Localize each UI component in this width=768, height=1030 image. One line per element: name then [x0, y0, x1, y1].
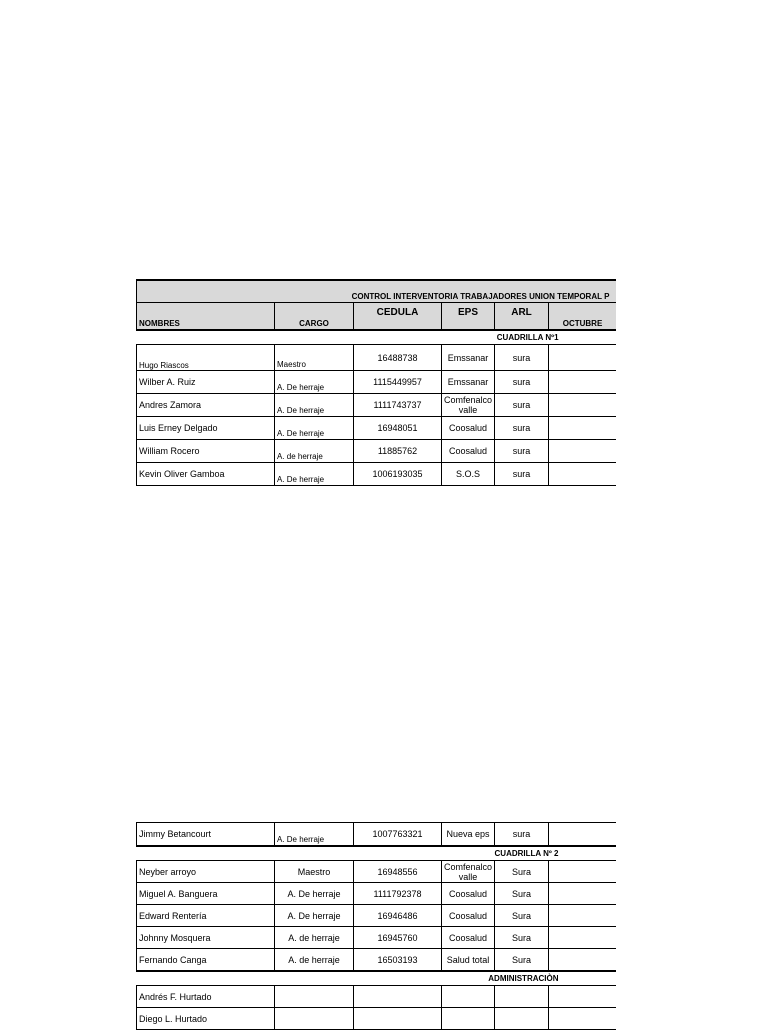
cell-nombre: William Rocero — [137, 440, 275, 463]
cell-nombre: Edward Rentería — [137, 905, 275, 927]
table-row — [137, 927, 617, 949]
cell-cedula: 1111792378 — [354, 883, 442, 905]
table-row — [137, 861, 617, 883]
cell-cargo: Maestro — [275, 345, 354, 371]
cell-octubre — [549, 823, 617, 847]
cell-arl — [495, 1008, 549, 1030]
cell-eps: Emssanar — [442, 371, 495, 394]
group-label: CUADRILLA Nº 2 — [137, 846, 617, 861]
table-row — [137, 1008, 617, 1030]
cell-nombre: Kevin Oliver Gamboa — [137, 463, 275, 486]
cell-nombre: Fernando Canga — [137, 949, 275, 972]
cell-cedula: 16948051 — [354, 417, 442, 440]
cell-cargo: A. De herraje — [275, 463, 354, 486]
cell-cedula: 1006193035 — [354, 463, 442, 486]
cell-cedula: 1111743737 — [354, 394, 442, 417]
cell-nombre: Wilber A. Ruiz — [137, 371, 275, 394]
cell-arl: Sura — [495, 861, 549, 883]
group-row-cuadrilla-1 — [137, 330, 617, 345]
cell-octubre — [549, 440, 617, 463]
cell-cargo: A. de herraje — [275, 440, 354, 463]
cell-cargo: A. De herraje — [275, 905, 354, 927]
cell-cargo: Maestro — [275, 861, 354, 883]
cell-octubre — [549, 345, 617, 371]
cell-octubre — [549, 861, 617, 883]
cell-octubre — [549, 417, 617, 440]
group-label: CUADRILLA Nº1 — [137, 330, 617, 345]
cell-cargo — [275, 986, 354, 1008]
table-row — [137, 949, 617, 972]
cell-eps: Nueva eps — [442, 823, 495, 847]
sheet-title: CONTROL INTERVENTORIA TRABAJADORES UNION TEMPORAL P — [137, 280, 617, 303]
cell-arl: sura — [495, 417, 549, 440]
header-eps: EPS — [442, 303, 495, 331]
cell-cedula: 16945760 — [354, 927, 442, 949]
worker-control-sheet-page2 — [136, 822, 616, 1030]
cell-nombre: Johnny Mosquera — [137, 927, 275, 949]
cell-cargo: A. De herraje — [275, 394, 354, 417]
cell-cargo: A. de herraje — [275, 949, 354, 972]
worker-control-sheet-page1 — [136, 279, 616, 486]
cell-eps: Coosalud — [442, 905, 495, 927]
header-arl: ARL — [495, 303, 549, 331]
cell-octubre — [549, 371, 617, 394]
cell-octubre — [549, 883, 617, 905]
cell-octubre — [549, 986, 617, 1008]
cell-nombre: Andres Zamora — [137, 394, 275, 417]
cell-eps: Coosalud — [442, 440, 495, 463]
cell-cargo: A. De herraje — [275, 417, 354, 440]
header-nombres: NOMBRES — [137, 303, 275, 331]
cell-octubre — [549, 394, 617, 417]
cell-nombre: Luis Erney Delgado — [137, 417, 275, 440]
cell-nombre: Neyber arroyo — [137, 861, 275, 883]
cell-cedula: 16948556 — [354, 861, 442, 883]
cell-cargo — [275, 1008, 354, 1030]
cell-arl: Sura — [495, 927, 549, 949]
cell-cargo: A. De herraje — [275, 371, 354, 394]
title-row — [137, 280, 617, 303]
cell-eps — [442, 1008, 495, 1030]
table-row — [137, 883, 617, 905]
group-label: ADMINISTRACIÒN — [137, 971, 617, 986]
table-row — [137, 394, 617, 417]
cell-arl — [495, 986, 549, 1008]
worker-control-table — [136, 279, 616, 486]
cell-nombre: Jimmy Betancourt — [137, 823, 275, 847]
cell-eps: S.O.S — [442, 463, 495, 486]
cell-octubre — [549, 927, 617, 949]
cell-eps — [442, 986, 495, 1008]
cell-octubre — [549, 905, 617, 927]
header-cedula: CEDULA — [354, 303, 442, 331]
header-row — [137, 303, 617, 331]
worker-control-table-continued — [136, 822, 616, 1030]
cell-eps: Coosalud — [442, 417, 495, 440]
table-row — [137, 823, 617, 847]
cell-arl: sura — [495, 371, 549, 394]
cell-cedula — [354, 1008, 442, 1030]
group-row-cuadrilla-2 — [137, 846, 617, 861]
table-row — [137, 905, 617, 927]
cell-cargo: A. De herraje — [275, 823, 354, 847]
cell-cargo: A. De herraje — [275, 883, 354, 905]
cell-nombre: Diego L. Hurtado — [137, 1008, 275, 1030]
table-row — [137, 463, 617, 486]
cell-octubre — [549, 1008, 617, 1030]
cell-octubre — [549, 463, 617, 486]
table-row — [137, 417, 617, 440]
cell-cedula: 16488738 — [354, 345, 442, 371]
cell-cedula — [354, 986, 442, 1008]
cell-eps: Salud total — [442, 949, 495, 972]
cell-arl: Sura — [495, 949, 549, 972]
header-octubre: OCTUBRE — [549, 303, 617, 331]
cell-eps: Coosalud — [442, 883, 495, 905]
cell-arl: sura — [495, 440, 549, 463]
header-cargo: CARGO — [275, 303, 354, 331]
cell-arl: sura — [495, 823, 549, 847]
table-row — [137, 371, 617, 394]
cell-cedula: 1115449957 — [354, 371, 442, 394]
group-row-administracion — [137, 971, 617, 986]
cell-eps: Coosalud — [442, 927, 495, 949]
cell-eps: Emssanar — [442, 345, 495, 371]
cell-cedula: 1007763321 — [354, 823, 442, 847]
cell-arl: sura — [495, 345, 549, 371]
table-row — [137, 345, 617, 371]
cell-nombre: Andrés F. Hurtado — [137, 986, 275, 1008]
cell-cedula: 11885762 — [354, 440, 442, 463]
cell-nombre: Miguel A. Banguera — [137, 883, 275, 905]
table-row — [137, 440, 617, 463]
cell-cedula: 16946486 — [354, 905, 442, 927]
cell-arl: Sura — [495, 883, 549, 905]
cell-cargo: A. de herraje — [275, 927, 354, 949]
cell-arl: sura — [495, 463, 549, 486]
table-row — [137, 986, 617, 1008]
cell-arl: Sura — [495, 905, 549, 927]
cell-eps: Comfenalco valle — [442, 861, 495, 883]
cell-eps: Comfenalco valle — [442, 394, 495, 417]
cell-nombre: Hugo Riascos — [137, 345, 275, 371]
cell-octubre — [549, 949, 617, 972]
cell-arl: sura — [495, 394, 549, 417]
cell-cedula: 16503193 — [354, 949, 442, 972]
